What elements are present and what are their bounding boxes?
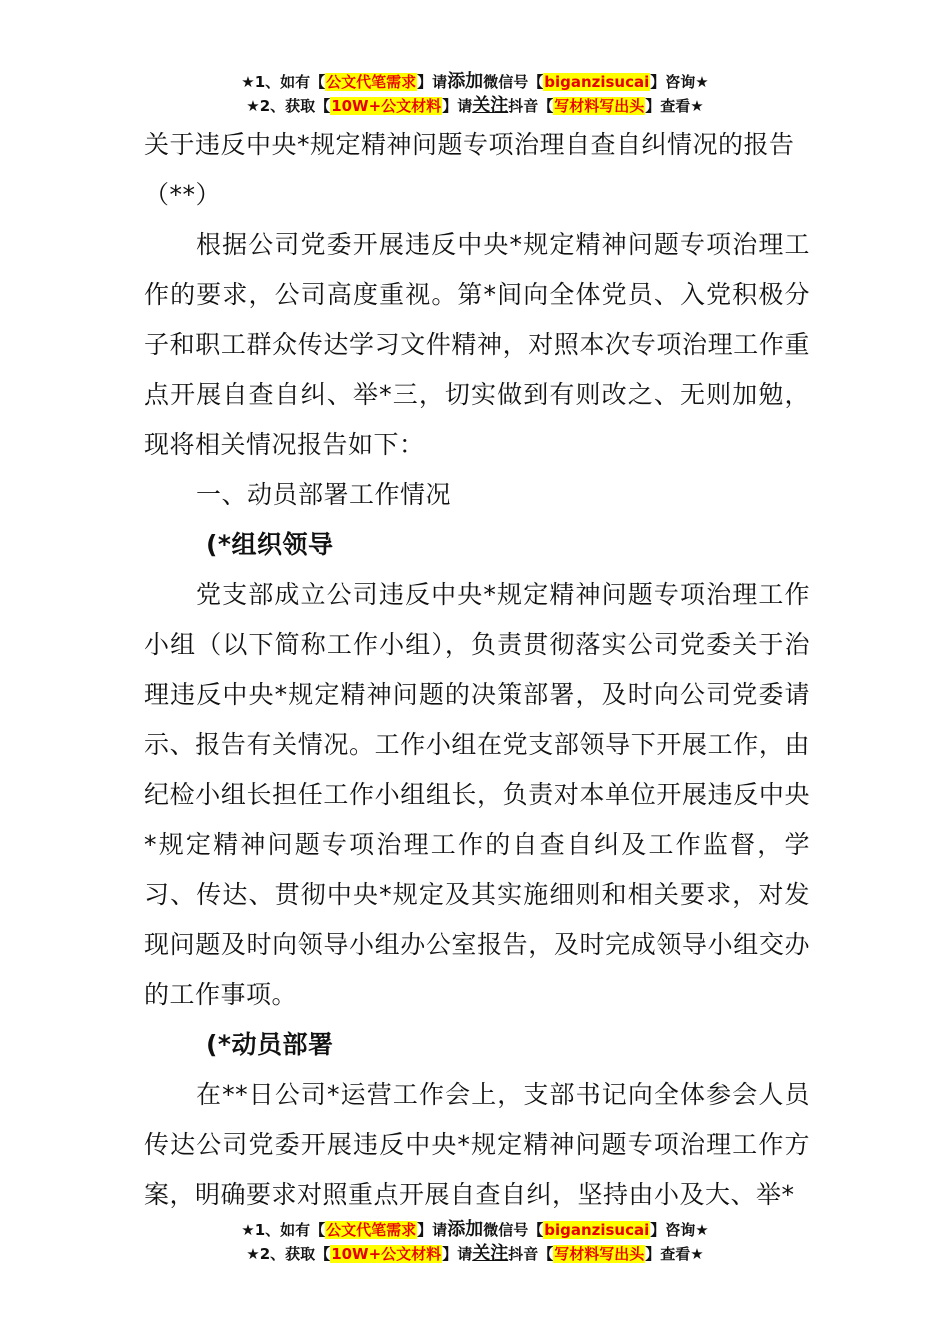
promo-text: 抖音【 xyxy=(508,97,554,115)
document-body xyxy=(144,120,810,1220)
promo-text: 】请 xyxy=(442,97,473,115)
promo-text: 微信号【 xyxy=(483,73,544,91)
body-paragraph: 党支部成立公司违反中央*规定精神问题专项治理工作小组（以下简称工作小组），负责贯彻落实公司党委关于治理违反中央*规定精神问题的决策部署，及时向公司党委请示、报告有关情况。工作小组在党支部领导下开展工作，由纪检小组长担任工作小组组长，负责对本单位开展违反中央*规定精神问题专项治理工作的自查自纠及工作监督，学习、传达、贯彻中央*规定及其实施细则和相关要求，对发现问题及时向领导小组办公室报告，及时完成领导小组交办的工作事项。 xyxy=(144,580,810,1009)
promo-text: ★1、如有【 xyxy=(241,73,326,91)
promo-line-2 xyxy=(0,1242,950,1266)
promo-text: 抖音【 xyxy=(508,1245,554,1263)
promo-text: 】查看★ xyxy=(645,1245,704,1263)
promo-text: 微信号【 xyxy=(483,1221,544,1239)
promo-line-1 xyxy=(0,1218,950,1242)
promo-highlight: 10W+公文材料 xyxy=(331,97,442,115)
promo-text: 】咨询★ xyxy=(650,73,709,91)
promo-highlight: 写材料写出头 xyxy=(554,97,645,115)
promo-emphasis: 关注 xyxy=(472,95,509,116)
promo-text: 】请 xyxy=(442,1245,473,1263)
promo-emphasis: 添加 xyxy=(447,71,484,92)
document-title: 关于违反中央*规定精神问题专项治理自查自纠情况的报告 xyxy=(144,130,795,159)
promo-emphasis: 关注 xyxy=(472,1243,509,1264)
top-promo-banner xyxy=(0,70,950,118)
promo-highlight: 写材料写出头 xyxy=(554,1245,645,1263)
promo-text: 】查看★ xyxy=(645,97,704,115)
promo-highlight: 公文代笔需求 xyxy=(326,1221,417,1239)
promo-text: 】请 xyxy=(417,73,448,91)
promo-highlight: biganzisucai xyxy=(544,1221,650,1239)
subsection-heading: (*动员部署 xyxy=(206,1030,334,1059)
section-heading: 一、动员部署工作情况 xyxy=(196,480,452,509)
promo-highlight: biganzisucai xyxy=(544,73,650,91)
body-paragraph: 在**日公司*运营工作会上，支部书记向全体参会人员传达公司党委开展违反中央*规定精神问题专项治理工作方案，明确要求对照重点开展自查自纠，坚持由小及大、举* xyxy=(144,1080,810,1209)
promo-text: ★1、如有【 xyxy=(241,1221,326,1239)
subsection-heading: (*组织领导 xyxy=(206,530,334,559)
promo-text: 】咨询★ xyxy=(650,1221,709,1239)
promo-highlight: 10W+公文材料 xyxy=(331,1245,442,1263)
promo-line-2 xyxy=(0,94,950,118)
bottom-promo-banner xyxy=(0,1218,950,1266)
promo-text: ★2、获取【 xyxy=(246,1245,331,1263)
promo-text: 】请 xyxy=(417,1221,448,1239)
promo-highlight: 公文代笔需求 xyxy=(326,73,417,91)
promo-emphasis: 添加 xyxy=(447,1219,484,1240)
promo-line-1 xyxy=(0,70,950,94)
promo-text: ★2、获取【 xyxy=(246,97,331,115)
intro-paragraph: 根据公司党委开展违反中央*规定精神问题专项治理工作的要求，公司高度重视。第*间向全体党员、入党积极分子和职工群众传达学习文件精神，对照本次专项治理工作重点开展自查自纠、举*三，切实做到有则改之、无则加勉，现将相关情况报告如下： xyxy=(144,230,810,459)
document-title-suffix: （**） xyxy=(144,180,222,209)
